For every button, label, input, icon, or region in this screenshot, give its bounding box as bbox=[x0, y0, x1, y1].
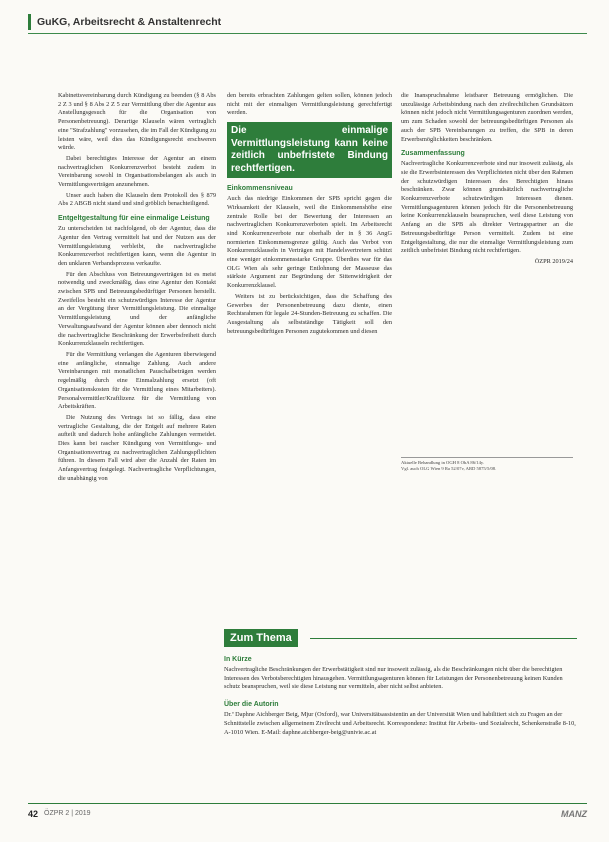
section-heading: Entgeltgestaltung für eine einmalige Leistung bbox=[58, 215, 210, 223]
page-footer bbox=[28, 803, 587, 823]
page-number: 42 bbox=[28, 808, 39, 819]
column-2 bbox=[227, 92, 392, 338]
topic-box-rule bbox=[310, 638, 577, 639]
paragraph: Für die Vermittlung verlangen die Agenturen überwiegend eine anfängliche, einmalige Zahlung. Auch andere Vereinbarungen mit monatlichen Pauschalbeträgen werden regelmäßig durch eine Einmalzahlung ersetzt (oft Organisationskosten für die Vermittlung eines Mitarbeiters). Personalvermittler/Kraftlizenz für die Vermittlung von Arbeitskräften. bbox=[58, 350, 216, 411]
pull-quote: Die einmalige Vermittlungsleistung kann keine zeitlich unbefristete Bindung rechtfertigen. bbox=[227, 122, 392, 178]
header-title: GuKG, Arbeitsrecht & Anstaltenrecht bbox=[37, 15, 222, 28]
paragraph: Die Nutzung des Vertrags ist so fällig, dass eine vertragliche Gestaltung, die der Entgelt auf mehrere Raten aufteilt und dadurch hohe anfängliche Zahlungen vermeidet. Dies kann bei rascher Kündigung von Vermittlungs- und Organisationsvertrag zu nachvertraglichen Zahlungspflichten führen. In diesem Fall wird aber die Anzahl der Raten im Anfangsvertrag festgelegt. Nachvertragliche Verpflichtungen, die unabhängig von bbox=[58, 413, 216, 482]
paragraph: den bereits erbrachten Zahlungen gelten sollen, können jedoch nicht mit der einmaligen Vermittlungsleistung gerechtfertigt werden. bbox=[227, 92, 392, 117]
footnote: Aktuelle Behandlung in OGH 8 ObA 86/14y. bbox=[401, 460, 485, 465]
footnotes bbox=[401, 457, 573, 472]
paragraph: Zu unterscheiden ist nachfolgend, ob der Agentur, dass die Agentur den Vertrag vermittelt hat und der Nutzen aus der Vermittlungsleistung verbleibt, die nachvertragliche Konkurrenzverbot rechtfertigen kann, wenn die Agentur in den unklaren Verbandsprozess verkaufte. bbox=[58, 225, 216, 267]
citation: ÖZPR 2019/24 bbox=[534, 257, 573, 265]
section-heading: Einkommensniveau bbox=[227, 185, 293, 193]
running-header bbox=[28, 10, 587, 34]
paragraph: Kabinettsvereinbarung durch Kündigung zu beenden (§ 8 Abs 2 Z 3 und § 8 Abs 2 Z 5 zur Vermittlung über die Agentur aus Anstellungsgesuch für die Organisation von Personenbetreuung). Derartige Klauseln wären vertraglich eine "Strafzahlung" vorzusehen, die im Fall der Kündigung zu leisten wäre, weil dies das Kündigungsrecht erschweren würde. bbox=[58, 92, 216, 152]
paragraph: Dabei berechtigtes Interesse der Agentur an einem nachvertraglichen Konkurrenzverbot besteht zudem in Vereinbarung sowohl in Organisationsbelangen als auch in Vermittlungsverträgen anzunehmen. bbox=[58, 154, 216, 189]
paragraph: Nachvertragliche Konkurrenzverbote sind nur insoweit zulässig, als sie die Erwerbsinteressen des Verpflichteten nicht über den Rahmen der schutzwürdigen Interessen des Berechtigten hinaus beschränken. Zwar können grundsätzlich nachvertragliche Konkurrenzverbote schutzwürdigen Interessen dienen. Vermittlungsagenturen können jedoch für die Personenbetreuung keine Konkurrenzklauseln beanspruchen, weil diese Leistung von Anfang an die SPB als direkter Vertragspartner an die Betreuungsbedürftige Person vermittelt. Zudem ist eine Entgeltgestaltung, die nur die einmalige Vermittlungsleistung zum zeitlich unbefristet Bindung nicht rechtfertigen. bbox=[401, 160, 573, 255]
topic-author-text: Dr.ª Daphne Aichberger Beig, Mjur (Oxford), war Universitätsassistentin an der Universität Wien und habilitiert sich zu Fragen an der Schnittstelle zwischen allgemeinem Zivilrecht und Arbeitsrecht. Korrespondenz: Institut für Arbeits- und Sozialrecht, Schenkenstraße 8-10, A-1010 Wien. E-Mail: daphne.aichberger-beig@univie.ac.at bbox=[224, 711, 576, 736]
paragraph: die Inanspruchnahme leistbarer Betreuung ermöglichen. Die unzulässige Arbeitsbindung nach den zivilrechtlichen Grundsätzen können nicht jedoch nicht Vermittlungsagenturen zuordnen werden, um zum Schaden sowohl der betreuungsbedürftigen Personen als auch der SPB Vereinbarungen zu treffen, die SPB in deren Erwerbsmöglichkeiten beschränken. bbox=[401, 92, 573, 143]
paragraph: Auch das niedrige Einkommen der SPB spricht gegen die Wirksamkeit der Klauseln, weil die Einkommenshöhe eine zentrale Rolle bei der Bewertung der Interessen an nachvertraglichen Konkurrenzverboten spielt. Im Arbeitsrecht sind Konkurrenzverbote nur oberhalb der in § 36 AngG normierten Einkommensgrenze gültig. Auch das Verbot von Konkurrenzklauseln in Verträgen mit Handelsvertretern schützt eine weniger einkommensstarke Gruppe. Überdies war für das OLG Wien als sehr geringe Entlohnung der Masseuse das stärkste Argument zur Begründung der Sittenwidrigkeit der Konkurrenzklausel. bbox=[227, 195, 392, 290]
paragraph: Unser auch haben die Klauseln dem Protokoll des § 879 Abs 2 ABGB nicht stand und sind gröblich benachteiligend. bbox=[58, 191, 216, 208]
column-3 bbox=[401, 92, 573, 267]
topic-heading-author: Über die Autorin bbox=[224, 701, 279, 709]
topic-box bbox=[224, 628, 577, 737]
topic-summary-text: Nachvertragliche Beschränkungen der Erwerbstätigkeit sind nur insoweit zulässig, als die Beschränkungen nicht über die berechtigten Interessen des Verbotsberechtigten hinausgehen. Vermittlungsagenturen können für Leistungen der Personenbetreuung keinen Kunden schutz beanspruchen, weil sie diese Leistung nur vermitteln, aber nicht selbst anbieten. bbox=[224, 666, 563, 691]
journal-issue: ÖZPR 2 | 2019 bbox=[44, 810, 91, 817]
footnote: Vgl. auch OLG Wien 9 Ra 52/07v, ARD 5875/5/08. bbox=[401, 466, 497, 471]
topic-heading-summary: In Kürze bbox=[224, 656, 252, 663]
paragraph: Für den Abschluss von Betreuungsverträgen ist es meist notwendig und zweckmäßig, dass eine Agentur den Kontakt zwischen SPB und Betreuungsbedürftiger Personen herstellt. Zweifellos besteht ein schutzwürdiges Interesse der Agentur an der Vergütung ihrer Vermittlungsleistung. Die einmalige Vermittlungsleistung und der anfängliche Verwaltungsaufwand der Agentur können aber dennoch nicht die nachvertragliche Beschränkung der Erwerbsfreiheit durch Konkurrenzklauseln rechtfertigen. bbox=[58, 270, 216, 348]
topic-box-title: Zum Thema bbox=[224, 629, 298, 647]
paragraph: Weiters ist zu berücksichtigen, dass die Schaffung des Gewerbes der Personenbetreuung dazu diente, einen Rechtsrahmen für legale 24-Stunden-Betreuung zu schaffen. Die Ausgestaltung als selbstständige Tätigkeit soll den betreuungsbedürftigen Personen zugutekommen und diesen bbox=[227, 292, 392, 335]
publisher-logo: MANZ bbox=[561, 808, 587, 819]
section-heading: Zusammenfassung bbox=[401, 150, 465, 158]
column-1 bbox=[58, 92, 216, 486]
header-accent-bar bbox=[28, 14, 31, 30]
